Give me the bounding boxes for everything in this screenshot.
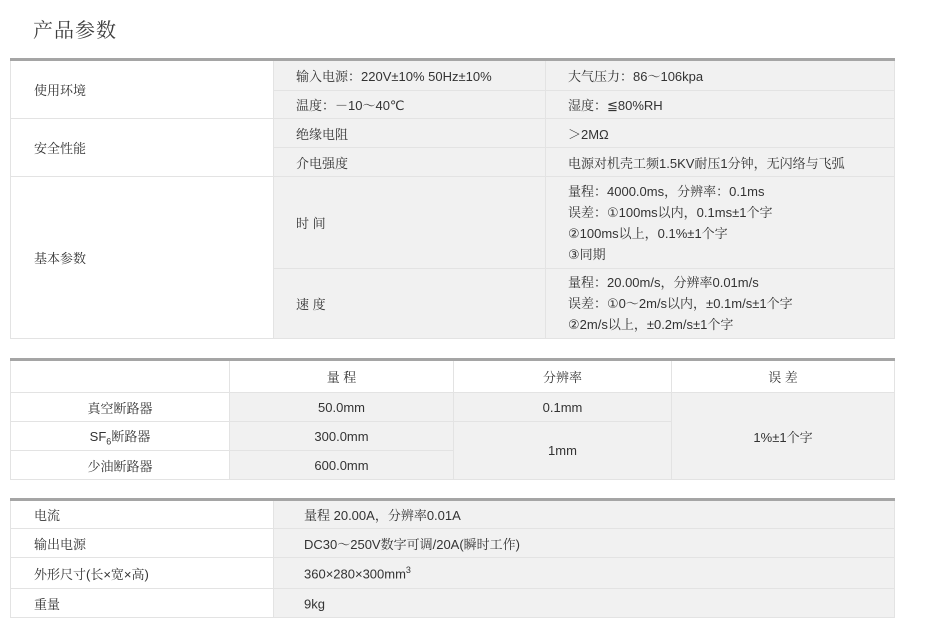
param-name-cell: 速 度 bbox=[274, 269, 546, 339]
param-name-cell: 绝缘电阻 bbox=[274, 119, 546, 148]
value-line: ②2m/s以上，±0.2m/s±1个字 bbox=[568, 317, 734, 332]
spec-table-general bbox=[10, 498, 895, 618]
value-line: 量程：20.00m/s，分辨率0.01m/s bbox=[568, 275, 759, 290]
column-header-empty bbox=[11, 360, 230, 393]
spec-label-cell: 外形尺寸(长×宽×高) bbox=[11, 558, 274, 589]
range-cell: 600.0mm bbox=[230, 451, 454, 480]
device-name-text: 断路器 bbox=[111, 428, 151, 444]
spec-label-cell: 输出电源 bbox=[11, 529, 274, 558]
param-value-cell bbox=[546, 269, 895, 339]
device-name-cell: 少油断路器 bbox=[11, 451, 230, 480]
column-header-error: 误 差 bbox=[672, 360, 895, 393]
param-name-cell: 输入电源：220V±10% 50Hz±10% bbox=[274, 60, 546, 91]
spec-value-cell bbox=[274, 589, 895, 618]
param-value-cell: ＞2MΩ bbox=[546, 119, 895, 148]
spec-label-cell: 重量 bbox=[11, 589, 274, 618]
column-header-range: 量 程 bbox=[230, 360, 454, 393]
range-cell: 300.0mm bbox=[230, 422, 454, 451]
table-row bbox=[11, 60, 895, 91]
group-label-cell: 安全性能 bbox=[11, 119, 274, 177]
error-cell: 1%±1个字 bbox=[672, 393, 895, 480]
value-line: 误差：①0～2m/s以内，±0.1m/s±1个字 bbox=[568, 296, 793, 311]
device-name-cell: 真空断路器 bbox=[11, 393, 230, 422]
param-name-cell: 温度：－10～40℃ bbox=[274, 91, 546, 119]
table-header-row bbox=[11, 360, 895, 393]
param-value-cell: 电源对机壳工频1.5KV耐压1分钟，无闪络与飞弧 bbox=[546, 148, 895, 177]
table-row bbox=[11, 177, 895, 269]
table-row bbox=[11, 119, 895, 148]
spec-value-text: 360×280×300mm bbox=[304, 566, 406, 582]
table-row bbox=[11, 500, 895, 529]
param-value-cell: 大气压力：86～106kpa bbox=[546, 60, 895, 91]
device-name-cell bbox=[11, 422, 230, 451]
group-label-cell: 基本参数 bbox=[11, 177, 274, 339]
range-cell: 50.0mm bbox=[230, 393, 454, 422]
spec-value-cell bbox=[274, 500, 895, 529]
spec-value-text: 9kg bbox=[304, 596, 325, 612]
param-name-cell: 时 间 bbox=[274, 177, 546, 269]
subscript: 6 bbox=[106, 436, 112, 447]
table-row bbox=[11, 529, 895, 558]
param-value-cell: 湿度：≦80%RH bbox=[546, 91, 895, 119]
group-label-cell: 使用环境 bbox=[11, 60, 274, 119]
spec-value-cell bbox=[274, 558, 895, 589]
value-line: ②100ms以上，0.1%±1个字 bbox=[568, 225, 728, 241]
spec-value-text: DC30～250V数字可调/20A(瞬时工作) bbox=[304, 536, 520, 552]
table-row bbox=[11, 589, 895, 618]
device-name-text: SF bbox=[89, 428, 107, 444]
param-value-cell bbox=[546, 177, 895, 269]
resolution-cell: 0.1mm bbox=[454, 393, 672, 422]
spec-table-breakers bbox=[10, 358, 895, 480]
value-line: 量程：4000.0ms，分辨率：0.1ms bbox=[568, 183, 765, 199]
value-line: ③同期 bbox=[568, 246, 606, 262]
spec-table-main bbox=[10, 58, 895, 339]
column-header-resolution: 分辨率 bbox=[454, 360, 672, 393]
spec-value-cell bbox=[274, 529, 895, 558]
resolution-cell: 1mm bbox=[454, 422, 672, 480]
param-name-cell: 介电强度 bbox=[274, 148, 546, 177]
spec-label-cell: 电流 bbox=[11, 500, 274, 529]
table-row bbox=[11, 393, 895, 422]
page-title: 产品参数 bbox=[33, 20, 117, 42]
spec-value-text: 量程 20.00A，分辨率0.01A bbox=[304, 508, 461, 523]
superscript: 3 bbox=[405, 564, 411, 575]
value-line: 误差：①100ms以内，0.1ms±1个字 bbox=[568, 204, 773, 220]
table-row bbox=[11, 558, 895, 589]
